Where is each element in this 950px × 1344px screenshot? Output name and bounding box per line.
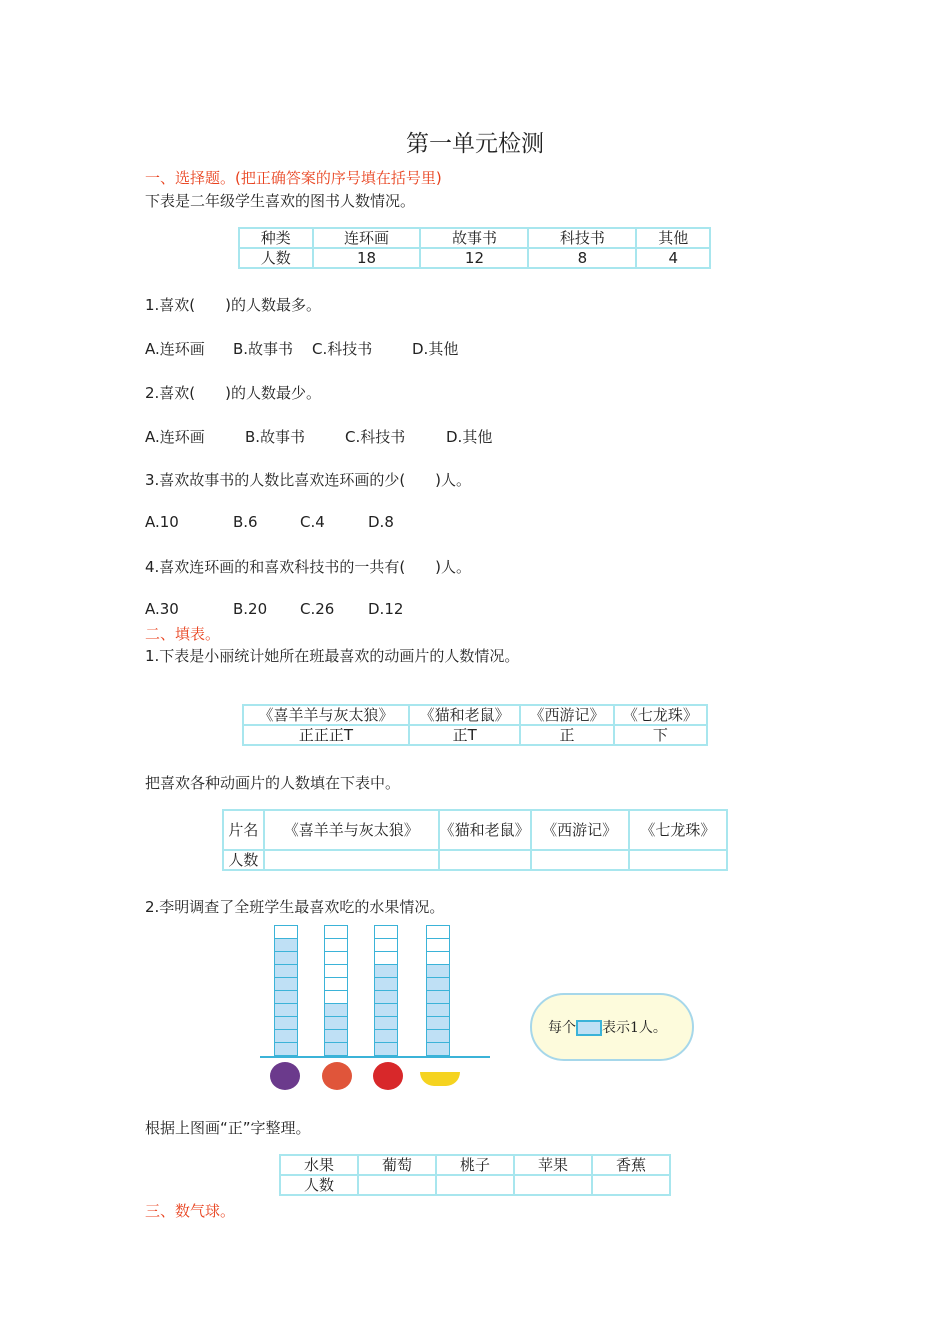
bar-cell (374, 965, 398, 978)
cell: 4 (636, 248, 710, 268)
cell: 《七龙珠》 (629, 810, 727, 850)
fill-table (222, 809, 728, 871)
section-3-heading: 三、数气球。 (145, 1202, 236, 1220)
tally-table (242, 704, 708, 746)
cell: 18 (313, 248, 421, 268)
unit-square-icon (576, 1020, 602, 1036)
bar-cell (374, 939, 398, 952)
books-table (238, 227, 711, 269)
bar-cell (324, 991, 348, 1004)
cell: 正T (409, 725, 520, 745)
cell: 下 (614, 725, 707, 745)
option[interactable]: D.其他 (412, 340, 459, 358)
cell: 水果 (280, 1155, 358, 1175)
option[interactable]: B.20 (233, 600, 268, 618)
option[interactable]: D.12 (368, 600, 404, 618)
cell: 《西游记》 (531, 810, 629, 850)
question: 4.喜欢连环画的和喜欢科技书的一共有( )人。 (145, 558, 472, 576)
bar-cell (324, 1030, 348, 1043)
answer-cell[interactable] (629, 850, 727, 870)
bar-cell (374, 1004, 398, 1017)
section-1-heading: 一、选择题。(把正确答案的序号填在括号里) (145, 169, 442, 187)
bar-苹果 (374, 925, 398, 1056)
bar-香蕉 (426, 925, 450, 1056)
bar-cell (274, 952, 298, 965)
bar-cell (426, 1030, 450, 1043)
bar-cell (324, 952, 348, 965)
option[interactable]: C.26 (300, 600, 335, 618)
bar-cell (324, 978, 348, 991)
option[interactable]: A.连环画 (145, 340, 205, 358)
bar-桃子 (324, 925, 348, 1056)
cell: 《猫和老鼠》 (439, 810, 531, 850)
bar-cell (426, 991, 450, 1004)
answer-cell[interactable] (531, 850, 629, 870)
section-1-intro: 下表是二年级学生喜欢的图书人数情况。 (145, 192, 416, 210)
section-2-q2: 2.李明调查了全班学生最喜欢吃的水果情况。 (145, 898, 445, 916)
bar-cell (324, 925, 348, 939)
chart-axis (260, 1056, 490, 1058)
bar-cell (324, 965, 348, 978)
grape-icon (270, 1062, 300, 1090)
cell: 12 (420, 248, 528, 268)
bar-cell (274, 1030, 298, 1043)
question: 1.喜欢( )的人数最多。 (145, 296, 322, 314)
bar-cell (274, 1043, 298, 1056)
answer-cell[interactable] (514, 1175, 592, 1195)
bar-cell (426, 952, 450, 965)
bar-cell (324, 939, 348, 952)
bar-cell (374, 1030, 398, 1043)
answer-cell[interactable] (439, 850, 531, 870)
cell: 8 (528, 248, 636, 268)
bar-cell (426, 939, 450, 952)
bar-cell (324, 1043, 348, 1056)
cell: 香蕉 (592, 1155, 670, 1175)
bar-cell (274, 1017, 298, 1030)
answer-cell[interactable] (592, 1175, 670, 1195)
cell: 片名 (223, 810, 264, 850)
peach-icon (322, 1062, 352, 1090)
bar-cell (374, 1017, 398, 1030)
bar-cell (324, 1017, 348, 1030)
answer-cell[interactable] (264, 850, 439, 870)
bar-cell (426, 1004, 450, 1017)
bar-cell (374, 925, 398, 939)
cloud-text: 每个 (548, 1020, 576, 1036)
answer-cell[interactable] (436, 1175, 514, 1195)
bar-cell (274, 965, 298, 978)
option[interactable]: A.30 (145, 600, 179, 618)
bar-cell (426, 1017, 450, 1030)
option[interactable]: A.连环画 (145, 428, 205, 446)
cell: 人数 (223, 850, 264, 870)
cell: 《喜羊羊与灰太狼》 (264, 810, 439, 850)
option[interactable]: C.科技书 (312, 340, 373, 358)
bar-cell (374, 991, 398, 1004)
answer-cell[interactable] (358, 1175, 436, 1195)
option[interactable]: B.6 (233, 513, 258, 531)
cell: 人数 (280, 1175, 358, 1195)
option[interactable]: C.4 (300, 513, 325, 531)
bar-cell (426, 925, 450, 939)
section-2-q1: 1.下表是小丽统计她所在班最喜欢的动画片的人数情况。 (145, 647, 520, 665)
fruit-table (279, 1154, 671, 1196)
bar-cell (374, 1043, 398, 1056)
cell: 《西游记》 (520, 705, 613, 725)
option[interactable]: C.科技书 (345, 428, 406, 446)
question: 2.喜欢( )的人数最少。 (145, 384, 322, 402)
option[interactable]: A.10 (145, 513, 179, 531)
legend-cloud (530, 993, 694, 1061)
cell: 人数 (239, 248, 313, 268)
section-2-heading: 二、填表。 (145, 625, 221, 643)
bar-cell (426, 965, 450, 978)
bar-cell (324, 1004, 348, 1017)
fruit-chart (260, 912, 490, 1058)
cell: 《七龙珠》 (614, 705, 707, 725)
cell: 葡萄 (358, 1155, 436, 1175)
bar-cell (374, 952, 398, 965)
banana-icon (420, 1072, 460, 1086)
cell: 苹果 (514, 1155, 592, 1175)
bar-cell (274, 978, 298, 991)
option[interactable]: B.故事书 (233, 340, 294, 358)
cell: 《喜羊羊与灰太狼》 (243, 705, 409, 725)
bar-cell (274, 939, 298, 952)
option[interactable]: B.故事书 (245, 428, 306, 446)
option[interactable]: D.8 (368, 513, 394, 531)
cell: 《猫和老鼠》 (409, 705, 520, 725)
bar-cell (426, 1043, 450, 1056)
bar-cell (374, 978, 398, 991)
bar-cell (274, 991, 298, 1004)
bar-cell (426, 978, 450, 991)
cell: 其他 (636, 228, 710, 248)
question: 3.喜欢故事书的人数比喜欢连环画的少( )人。 (145, 471, 472, 489)
bar-cell (274, 1004, 298, 1017)
option[interactable]: D.其他 (446, 428, 493, 446)
cell: 正 (520, 725, 613, 745)
bar-葡萄 (274, 925, 298, 1056)
cell: 故事书 (420, 228, 528, 248)
cell: 连环画 (313, 228, 421, 248)
tally-intro: 根据上图画“正”字整理。 (145, 1119, 311, 1137)
fill-intro: 把喜欢各种动画片的人数填在下表中。 (145, 774, 401, 792)
page-title: 第一单元检测 (406, 131, 544, 157)
cell: 种类 (239, 228, 313, 248)
cell: 正正正T (243, 725, 409, 745)
apple-icon (373, 1062, 403, 1090)
cell: 科技书 (528, 228, 636, 248)
cloud-text: 表示1人。 (602, 1020, 667, 1036)
bar-cell (274, 925, 298, 939)
cell: 桃子 (436, 1155, 514, 1175)
